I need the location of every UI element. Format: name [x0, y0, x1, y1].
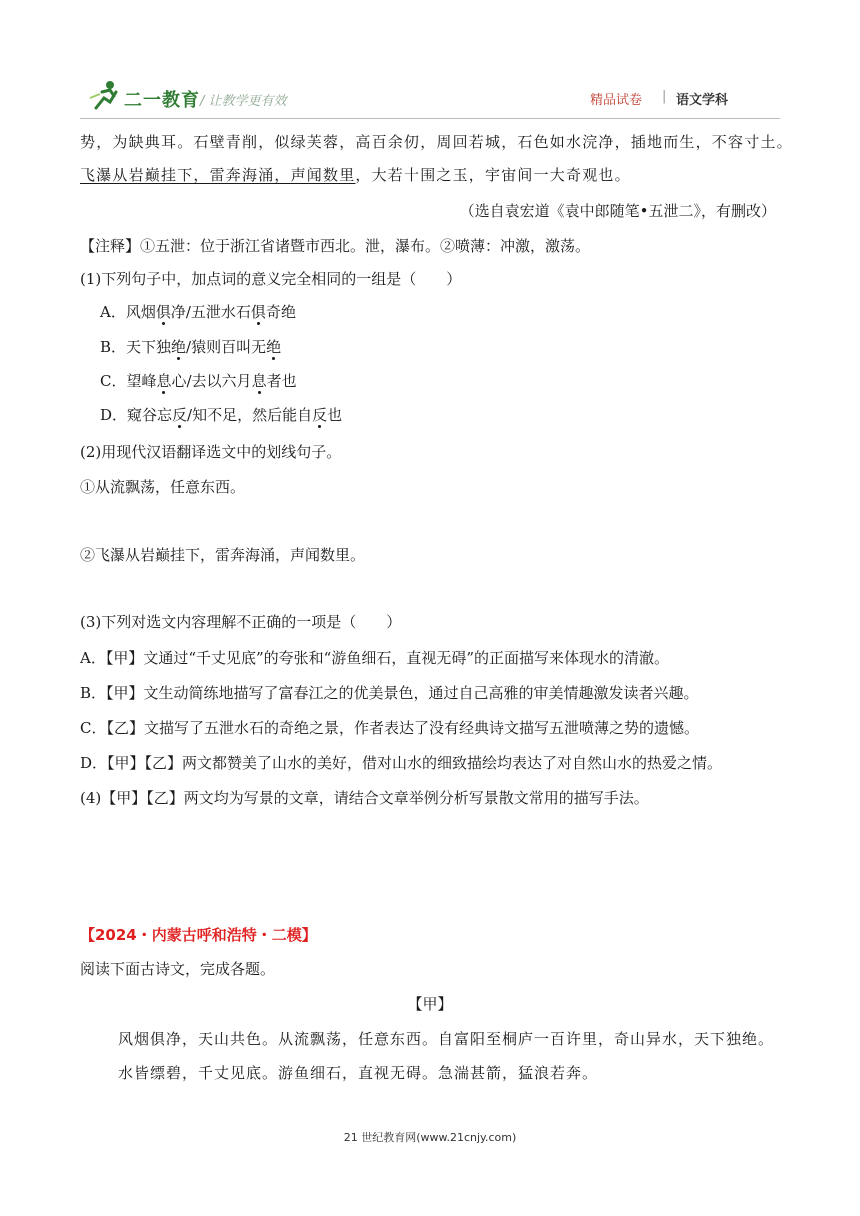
question-3-stem: (3)下列对选文内容理解不正确的一项是（ ）	[80, 613, 402, 631]
logo-text: 二一教育	[124, 90, 200, 111]
annotation-notes: 【注释】①五泄：位于浙江省诸暨市西北。泄，瀑布。②喷薄：冲激，激荡。	[80, 237, 591, 255]
q2-item-1: ①从流飘荡，任意东西。	[80, 478, 246, 496]
text-label-jia: 【甲】	[407, 995, 453, 1013]
runner-logo-icon	[88, 78, 124, 114]
underlined-sentence: 飞瀑从岩巅挂下，雷奔海涌，声闻数里	[80, 166, 356, 184]
passage-line-1: 势，为缺典耳。石壁青削，似绿芙蓉，高百余仞，周回若城，石色如水浣净，插地而生，不容寸土。	[80, 133, 793, 151]
page-footer: 21 世纪教育网(www.21cnjy.com)	[343, 1131, 517, 1144]
q3-option-b: B．【甲】文生动简练地描写了富春江之的优美景色，通过自己高雅的审美情趣激发读者兴趣。	[80, 684, 699, 702]
q1-option-b: B．天下独绝/猿则百叫无绝	[100, 338, 282, 356]
question-2-stem: (2)用现代汉语翻译选文中的划线句子。	[80, 443, 342, 461]
section-instruction: 阅读下面古诗文，完成各题。	[80, 960, 276, 978]
question-4-stem: (4)【甲】【乙】两文均为写景的文章，请结合文章举例分析写景散文常用的描写手法。	[80, 789, 649, 807]
section-source-title: 【2024・内蒙古呼和浩特・二模】	[80, 926, 317, 944]
question-1-stem: (1)下列句子中，加点词的意义完全相同的一组是（ ）	[80, 270, 462, 288]
q1-option-d: D．窥谷忘反/知不足，然后能自反也	[100, 406, 343, 424]
header-label-premium: 精品试卷	[590, 93, 643, 108]
q1-option-a: A．风烟俱净/五泄水石俱奇绝	[100, 303, 296, 321]
classical-text-line-1: 风烟俱净，天山共色。从流飘荡，任意东西。自富阳至桐庐一百许里，奇山异水，天下独绝。	[118, 1030, 775, 1048]
header-separator: |	[662, 89, 667, 104]
header-divider	[80, 118, 780, 119]
passage-source: （选自袁宏道《袁中郎随笔•五泄二》，有删改）	[459, 202, 776, 220]
page-header	[0, 0, 860, 120]
header-label-subject: 语文学科	[676, 93, 729, 108]
classical-text-line-2: 水皆缥碧，千丈见底。游鱼细石，直视无碍。急湍甚箭，猛浪若奔。	[118, 1064, 599, 1082]
q1-option-c: C．望峰息心/去以六月息者也	[100, 372, 297, 390]
q3-option-d: D．【甲】【乙】两文都赞美了山水的美好，借对山水的细致描绘均表达了对自然山水的热爱之情。	[80, 754, 723, 772]
q3-option-c: C．【乙】文描写了五泄水石的奇绝之景，作者表达了没有经典诗文描写五泄喷薄之势的遗憾。	[80, 719, 699, 737]
q3-option-a: A．【甲】文通过“千丈见底”的夸张和“游鱼细石，直视无碍”的正面描写来体现水的清澈。	[80, 649, 670, 667]
logo-slogan: / 让教学更有效	[200, 94, 287, 109]
passage-line-2-rest: ，大若十围之玉，宇宙间一大奇观也。	[355, 166, 631, 184]
q2-item-2: ②飞瀑从岩巅挂下，雷奔海涌，声闻数里。	[80, 546, 366, 564]
passage-line-2	[80, 164, 631, 186]
